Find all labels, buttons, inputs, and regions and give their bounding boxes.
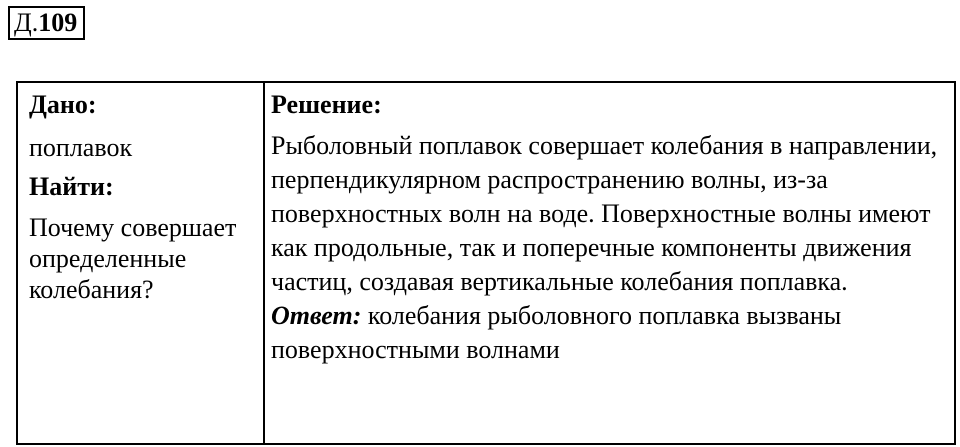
solution-heading: Решение: [271, 90, 382, 119]
find-question: Почему совершает определенные колебания? [29, 213, 237, 304]
answer-text: колебания рыболовного поплавка вызваны поверхностными волнами [271, 301, 842, 364]
given-value: поплавок [29, 133, 133, 162]
find-heading: Найти: [29, 172, 114, 201]
answer-line [271, 299, 950, 367]
solution-table [16, 81, 956, 445]
solution-column [265, 83, 954, 443]
given-column [18, 83, 265, 443]
solution-text [271, 129, 950, 367]
problem-number-label [8, 6, 85, 40]
problem-prefix: Д. [14, 8, 39, 37]
problem-number: 109 [38, 8, 78, 37]
answer-label: Ответ: [271, 301, 362, 330]
given-heading: Дано: [29, 90, 97, 119]
solution-body: Рыболовный поплавок совершает колебания в направлении, перпендикулярном распространению волны, из-за поверхностных волн на воде. Поверхностные волны имеют как продольные, так и поперечные компоненты движения частиц, создавая вертикальные колебания поплавка. [271, 131, 938, 296]
